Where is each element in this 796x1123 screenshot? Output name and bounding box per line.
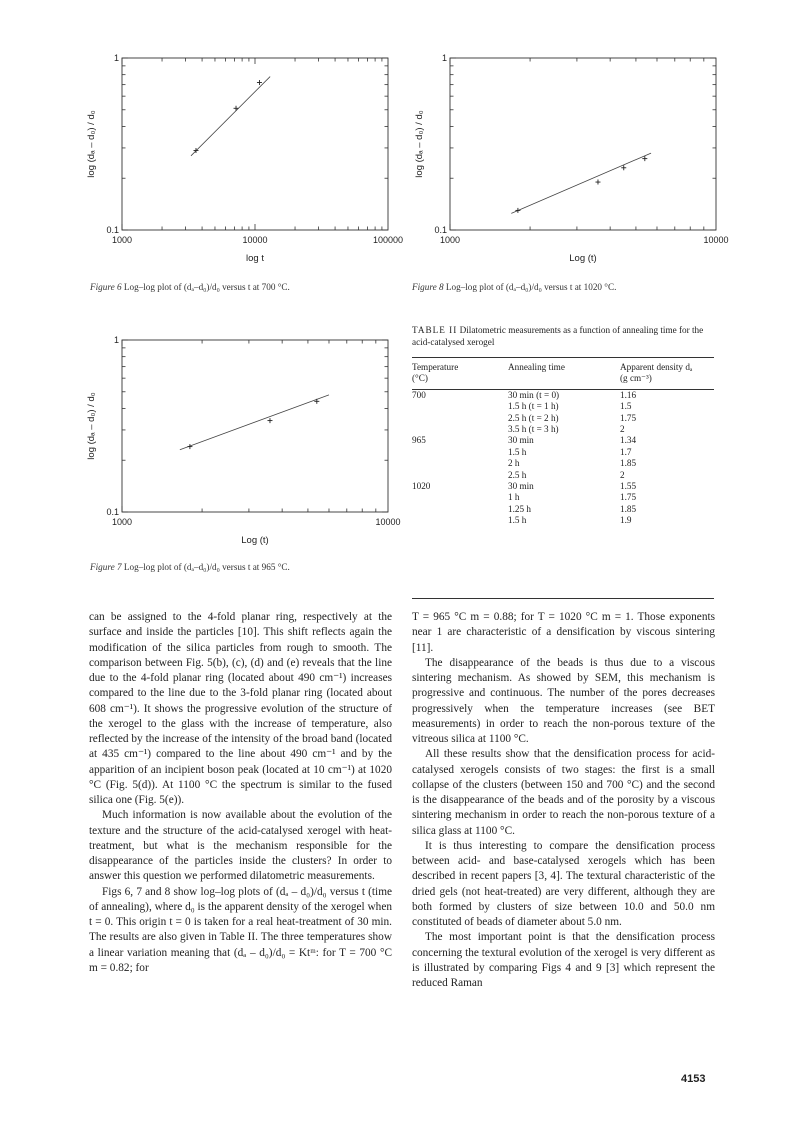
table-cell: 2: [620, 469, 625, 480]
page-number: 4153: [681, 1073, 706, 1085]
table-bottom-rule: [412, 598, 714, 599]
table-cell: 1.5 h: [508, 446, 527, 457]
figure-7-caption: [90, 562, 290, 572]
fig7-y-axis-label: log (dₐ – d₀) / d₀: [86, 392, 97, 460]
fig8-y-tick-label: 0.1: [434, 225, 447, 235]
figure-6-caption-label: Figure 6: [90, 282, 122, 292]
figure-7-caption-text: Log–log plot of (dₐ–d₀)/d₀ versus t at 965 °C.: [123, 562, 290, 572]
table-cell: 1.85: [620, 503, 637, 514]
table-header-row: [412, 362, 714, 385]
table-row: [412, 401, 714, 412]
dilatometric-table: [412, 362, 714, 527]
fig6-fit-line: [191, 77, 270, 156]
table-cell: 1.34: [620, 435, 637, 446]
figure-7-caption-label: Figure 7: [90, 562, 122, 572]
table-header-temperature: [412, 362, 508, 385]
table-cell: 1.75: [620, 412, 637, 423]
fig6-y-tick-label: 0.1: [106, 225, 119, 235]
table-row: [412, 504, 714, 515]
table-label: TABLE II: [412, 325, 458, 335]
table-cell: 2.5 h: [508, 469, 527, 480]
table-row: [412, 447, 714, 458]
body-paragraph: T = 965 °C m = 0.88; for T = 1020 °C m = 1. Those exponents near 1 are characteristic of a densification by viscous sintering [11].: [412, 611, 715, 654]
table-container: [412, 362, 714, 527]
table-header-annealing: [508, 362, 620, 385]
table-row: [412, 458, 714, 469]
table-row: [412, 481, 714, 492]
table-header-temperature-line2: (°C): [412, 373, 428, 384]
fig7-x-tick-label: 1000: [111, 517, 133, 527]
table-row: [412, 492, 714, 503]
fig6-x-axis-label: log t: [246, 253, 264, 264]
fig6-data-point: [234, 106, 239, 111]
body-paragraph: The disappearance of the beads is thus due to a viscous sintering mechanism. As showed by SEM, this mechanism is progressive and continuous. The number of the pores decreases progressively when the temperature increases (see BET measurements) in order to reach the non-porous texture of the vitreous silica at 1100 °C.: [412, 656, 715, 745]
table-cell: [412, 401, 508, 412]
table-cell: 1.5 h (t = 1 h): [508, 401, 559, 412]
table-cell: 1.9: [620, 515, 632, 526]
body-column-right: [412, 610, 715, 991]
body-column-left: [89, 610, 392, 976]
table-cell: 1 h: [508, 492, 520, 503]
body-paragraph: can be assigned to the 4-fold planar ring, respectively at the surface and inside the particles [10]. This shift reflects again the modification of the silica particles from rough to smooth. The comparison between Fig. 5(b), (c), (d) and (e) reveals that the line due to the 4-fold planar ring (located about 490 cm⁻¹) increases compared to the line due to the 3-fold planar ring (located about 608 cm⁻¹). It shows the progressive evolution of the structure of the xerogel to the glass with the increase of temperature, also reflected by the increase of the intensity of the broad band (located at 435 cm⁻¹) compared to the line about 490 cm⁻¹ and by the apparition of an incipient boson peak (located at 10 cm⁻¹) at 1020 °C (Fig. 5(d)). At 1100 °C the spectrum is similar to the fused silica one (Fig. 5(e)).: [89, 611, 392, 806]
fig8-x-axis-label: Log (t): [569, 253, 597, 264]
figure-8-plot: [410, 52, 729, 274]
fig6-y-axis-label: log (dₐ – d₀) / d₀: [86, 110, 97, 178]
table-cell: 1.75: [620, 492, 637, 503]
table-cell: [412, 504, 508, 515]
fig7-data-point: [187, 444, 192, 449]
table-cell: 1020: [412, 481, 431, 492]
table-cell: [412, 470, 508, 481]
figure-8-svg: [410, 52, 729, 274]
table-cell: [412, 492, 508, 503]
table-body: [412, 385, 714, 527]
table-cell: 1.7: [620, 446, 632, 457]
fig6-x-tick-label: 1000: [111, 235, 133, 245]
table-cell: 1.55: [620, 481, 637, 492]
fig8-data-point: [515, 208, 520, 213]
table-header-annealing-line1: Annealing time: [508, 362, 565, 372]
fig7-x-tick-label: 10000: [375, 517, 401, 527]
fig6-y-tick-label: 1: [113, 53, 119, 63]
fig6-x-tick-label: 100000: [372, 235, 404, 245]
table-row: [412, 385, 714, 401]
fig8-x-tick-label: 10000: [703, 235, 729, 245]
fig8-y-tick-label: 1: [441, 53, 447, 63]
figure-8-caption-text: Log–log plot of (dₐ–d₀)/d₀ versus t at 1020 °C.: [445, 282, 617, 292]
table-cell: [412, 458, 508, 469]
figure-6-caption-text: Log–log plot of (dₐ–d₀)/d₀ versus t at 700 °C.: [123, 282, 290, 292]
table-cell: [412, 413, 508, 424]
fig8-data-point: [595, 180, 600, 185]
table-header-density-line1: Apparent density dₐ: [620, 362, 693, 372]
table-cell: 1.25 h: [508, 503, 531, 514]
fig6-data-point: [257, 80, 262, 85]
table-header-temperature-line1: Temperature: [412, 362, 459, 372]
table-header-density-line2: (g cm⁻³): [620, 373, 652, 384]
fig7-fit-line: [180, 395, 329, 450]
figure-6-svg: [82, 52, 404, 274]
table-cell: [412, 447, 508, 458]
table-cell: 1.5: [620, 401, 632, 412]
table-cell: [412, 515, 508, 526]
body-paragraph: Much information is now available about the evolution of the texture and the structure of the acid-catalysed xerogel with heat-treatment, but what is the mechanism responsible for the disappearance of the particles inside the clusters? In order to answer this question we performed dilatometric measurements.: [89, 809, 392, 883]
table-cell: 965: [412, 435, 426, 446]
body-paragraph: The most important point is that the densification process concerning the textural evolution of the xerogel is very different as is illustrated by comparing Figs 4 and 9 [3] which represent the reduced Raman: [412, 931, 715, 989]
figure-6-caption: [90, 282, 290, 292]
table-caption: [412, 324, 714, 348]
table-row: [412, 424, 714, 435]
table-header-density: [620, 362, 714, 385]
fig8-x-tick-label: 1000: [439, 235, 461, 245]
table-row: [412, 435, 714, 446]
table-header-rule: [412, 389, 714, 390]
table-row: [412, 413, 714, 424]
figure-8-caption: [412, 282, 616, 292]
table-cell: 30 min (t = 0): [508, 389, 560, 400]
table-row: [412, 515, 714, 526]
table-cell: 2 h: [508, 458, 520, 469]
fig7-y-tick-label: 0.1: [106, 507, 119, 517]
fig7-plot-frame: [122, 340, 388, 512]
figure-7-svg: [82, 334, 401, 556]
fig8-plot-frame: [450, 58, 716, 230]
table-cell: [412, 424, 508, 435]
table-cell: 700: [412, 389, 426, 400]
table-top-rule: [412, 357, 714, 358]
fig6-x-tick-label: 10000: [242, 235, 268, 245]
figure-6-plot: [82, 52, 404, 274]
body-paragraph: All these results show that the densification process for acid-catalysed xerogels consists of two stages: the first is a small collapse of the clusters (between 150 and 700 °C) and the second is the disappearance of the beads and of the porosity by a viscous sintering mechanism in order to reach the non-porous texture of a silica glass at 1100 °C.: [412, 748, 715, 837]
fig7-y-tick-label: 1: [113, 335, 119, 345]
table-cell: 2: [620, 424, 625, 435]
body-paragraph: It is thus interesting to compare the densification process between acid- and base-catalysed xerogels which has been described in recent papers [3, 4]. The textural characteristic of the dried gels (not heat-treated) are very different, although they are both formed by clusters of size between 10.0 and 50.0 nm constituted of beads of diameter about 5.0 nm.: [412, 839, 715, 928]
fig8-fit-line: [511, 153, 651, 213]
fig8-y-axis-label: log (dₐ – d₀) / d₀: [414, 110, 425, 178]
fig7-data-point: [267, 418, 272, 423]
table-row: [412, 470, 714, 481]
table-cell: 3.5 h (t = 3 h): [508, 424, 559, 435]
fig6-plot-frame: [122, 58, 388, 230]
figure-8-caption-label: Figure 8: [412, 282, 444, 292]
table-cell: 30 min: [508, 435, 534, 446]
table-cell: 1.5 h: [508, 515, 527, 526]
body-paragraph: Figs 6, 7 and 8 show log–log plots of (dₐ – d₀)/d₀ versus t (time of annealing), where d₀ is the apparent density of the xerogel when t = 0. This origin t = 0 is taken for a real heat-treatment of 30 min. The results are also given in Table II. The three temperatures show a linear variation meaning that (dₐ – d₀)/d₀ = Ktᵐ: for T = 700 °C m = 0.82; for: [89, 885, 392, 974]
fig7-x-axis-label: Log (t): [241, 535, 269, 546]
table-cell: 1.85: [620, 458, 637, 469]
table-cell: 2.5 h (t = 2 h): [508, 412, 559, 423]
table-cell: 1.16: [620, 389, 637, 400]
figure-7-plot: [82, 334, 401, 556]
table-cell: 30 min: [508, 481, 534, 492]
table-caption-text: Dilatometric measurements as a function of annealing time for the acid-catalysed xerogel: [412, 325, 704, 347]
